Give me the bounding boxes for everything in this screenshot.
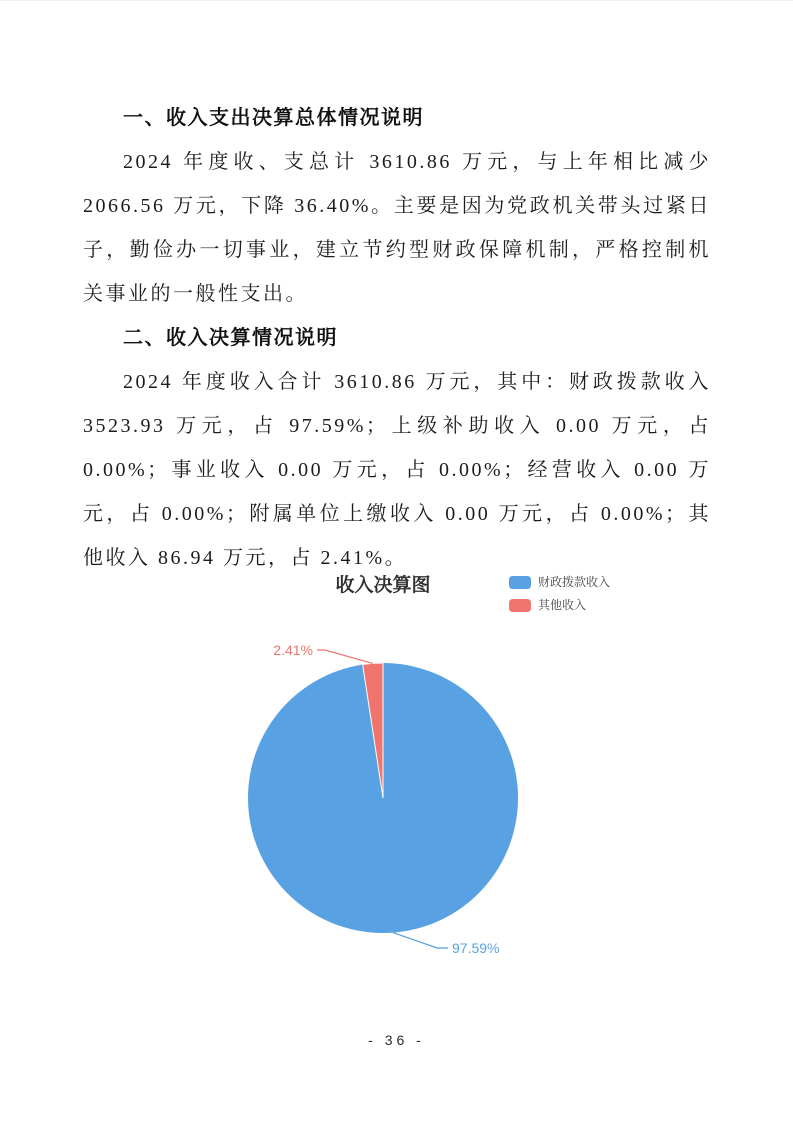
pie-plot-area	[0, 561, 793, 1031]
legend-label-other: 其他收入	[538, 598, 587, 612]
slice-label-fiscal: 97.59%	[452, 940, 500, 956]
report-text-block	[83, 96, 711, 580]
income-pie-chart	[0, 561, 793, 1031]
label-line-other	[317, 650, 373, 663]
section-heading-overall: 一、收入支出决算总体情况说明	[123, 107, 424, 129]
chart-title: 收入决算图	[335, 575, 431, 596]
section-paragraph-overall: 2024 年度收、支总计 3610.86 万元，与上年相比减少 2066.56 万元，下降 36.40%。主要是因为党政机关带头过紧日子，勤俭办一切事业，建立节约型财政保障机制，严格控制机关事业的一般性支出。	[83, 151, 711, 305]
section-paragraph-income: 2024 年度收入合计 3610.86 万元，其中：财政拨款收入 3523.93 万元，占 97.59%；上级补助收入 0.00 万元，占 0.00%；事业收入 0.00 万元，占 0.00%；经营收入 0.00 万元，占 0.00%；附属单位上缴收入 0.00 万元，占 0.00%；其他收入 86.94 万元，占 2.41%。	[83, 371, 711, 569]
label-line-fiscal	[393, 933, 448, 948]
section-heading-income: 二、收入决算情况说明	[123, 327, 338, 349]
slice-label-other: 2.41%	[273, 642, 313, 658]
legend-label-fiscal: 财政拨款收入	[538, 575, 611, 589]
page-number: - 36 -	[368, 1032, 425, 1048]
